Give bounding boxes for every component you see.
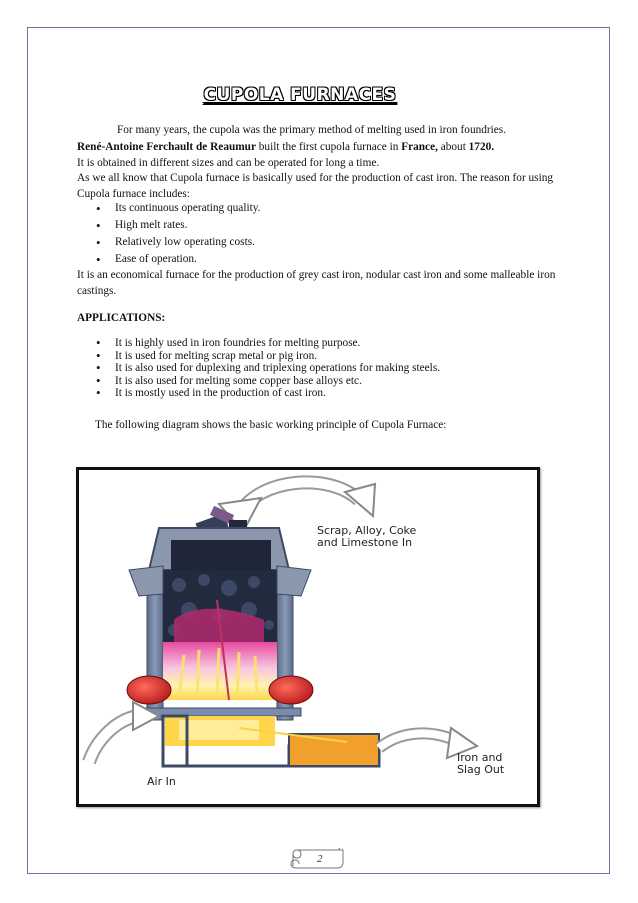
list-item: • It is highly used in iron foundries for melting purpose. (77, 337, 440, 350)
economical-paragraph: It is an economical furnace for the production of grey cast iron, nodular cast iron and some malleable iron castings. (77, 269, 556, 297)
applications-list (77, 337, 440, 400)
intro-line-2-after: about (437, 141, 469, 153)
page-title: CUPOLA FURNACES (203, 85, 397, 105)
year: 1720. (468, 141, 495, 153)
intro-line-2 (77, 139, 577, 155)
label-air-in: Air In (147, 775, 176, 788)
list-item: • It is also used for duplexing and triplexing operations for making steels. (77, 362, 440, 375)
label-iron-out-line-2: Slag Out (457, 763, 505, 776)
label-scrap-in-line-2: and Limestone In (317, 536, 413, 549)
applications-heading: APPLICATIONS: (77, 312, 166, 324)
page-number: 2 (317, 853, 323, 865)
list-item: • Relatively low operating costs. (77, 234, 260, 251)
intro-line-1: For many years, the cupola was the primary method of melting used in iron foundries. (117, 124, 507, 136)
label-scrap-in (317, 525, 416, 549)
list-item: • It is used for melting scrap metal or pig iron. (77, 350, 440, 363)
list-item: • Ease of operation. (77, 251, 260, 268)
country: France, (401, 141, 438, 153)
list-item: • It is mostly used in the production of cast iron. (77, 387, 440, 400)
label-scrap-in-line-1: Scrap, Alloy, Coke (317, 524, 417, 537)
diagram-intro: The following diagram shows the basic working principle of Cupola Furnace: (95, 419, 447, 431)
label-iron-out-line-1: Iron and (457, 751, 503, 764)
cupola-diagram (76, 467, 540, 807)
intro-line-3: It is obtained in different sizes and can be operated for long a time. (77, 157, 380, 169)
list-item: • It is also used for melting some copper base alloys etc. (77, 375, 440, 388)
page-number-scroll (287, 848, 347, 870)
intro-line-4: As we all know that Cupola furnace is basically used for the production of cast iron. The reason for using Cupola furnace includes: (77, 172, 554, 200)
inventor-name: René-Antoine Ferchault de Reaumur (77, 141, 256, 153)
label-iron-out (457, 752, 504, 776)
list-item: • High melt rates. (77, 217, 260, 234)
intro-line-2-mid: built the first cupola furnace in (255, 141, 402, 153)
list-item: • Its continuous operating quality. (77, 200, 260, 217)
reasons-list (77, 200, 260, 268)
